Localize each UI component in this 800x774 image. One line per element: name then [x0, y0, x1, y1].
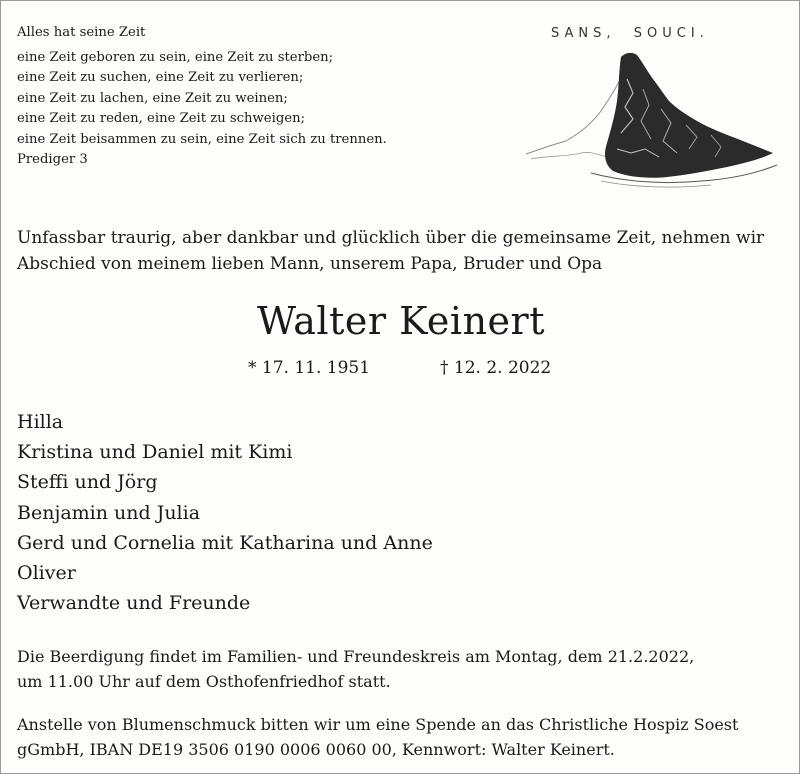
donation-line: gGmbH, IBAN DE19 3506 0190 0006 0060 00, Kennwort: Walter Keinert. [17, 740, 615, 759]
death-date: † 12. 2. 2022 [440, 358, 552, 378]
intro-line: Unfassbar traurig, aber dankbar und glücklich über die gemeinsame Zeit, nehmen wir [17, 228, 765, 248]
poem-line: eine Zeit zu suchen, eine Zeit zu verlieren; [17, 70, 304, 85]
poem-line: eine Zeit zu lachen, eine Zeit zu weinen; [17, 90, 288, 106]
poem-title: Alles hat seine Zeit [17, 25, 146, 40]
family-entry: Oliver [17, 562, 76, 585]
poem-line: eine Zeit geboren zu sein, eine Zeit zu sterben; [17, 49, 334, 65]
donation-line: Anstelle von Blumenschmuck bitten wir um eine Spende an das Christliche Hospiz Soest [17, 715, 739, 734]
poem-line: eine Zeit zu reden, eine Zeit zu schweigen; [17, 111, 306, 126]
family-entry: Kristina und Daniel mit Kimi [17, 441, 293, 464]
intro-text [17, 225, 764, 277]
family-entry: Steffi und Jörg [17, 471, 158, 494]
funeral-line: Die Beerdigung findet im Familien- und Freundeskreis am Montag, dem 21.2.2022, [17, 647, 695, 666]
family-entry: Hilla [17, 411, 64, 433]
intro-line: Abschied von meinem lieben Mann, unserem Papa, Bruder und Opa [17, 254, 603, 274]
family-entry: Verwandte und Freunde [17, 592, 251, 615]
funeral-line: um 11.00 Uhr auf dem Osthofenfriedhof statt. [17, 672, 391, 691]
family-list [17, 407, 433, 618]
birth-date: * 17. 11. 1951 [248, 358, 371, 378]
poem-source: Prediger 3 [17, 152, 88, 167]
deceased-name: Walter Keinert [257, 299, 545, 343]
funeral-notice [17, 644, 694, 694]
brand-wordmark: SANS, SOUCI. [551, 26, 709, 41]
poem-block [17, 23, 387, 171]
matterhorn-illustration [521, 49, 781, 189]
family-entry: Gerd und Cornelia mit Katharina und Anne [17, 531, 433, 554]
donation-notice [17, 712, 738, 762]
poem-line: eine Zeit beisammen zu sein, eine Zeit sich zu trennen. [17, 131, 387, 147]
family-entry: Benjamin und Julia [17, 501, 201, 524]
